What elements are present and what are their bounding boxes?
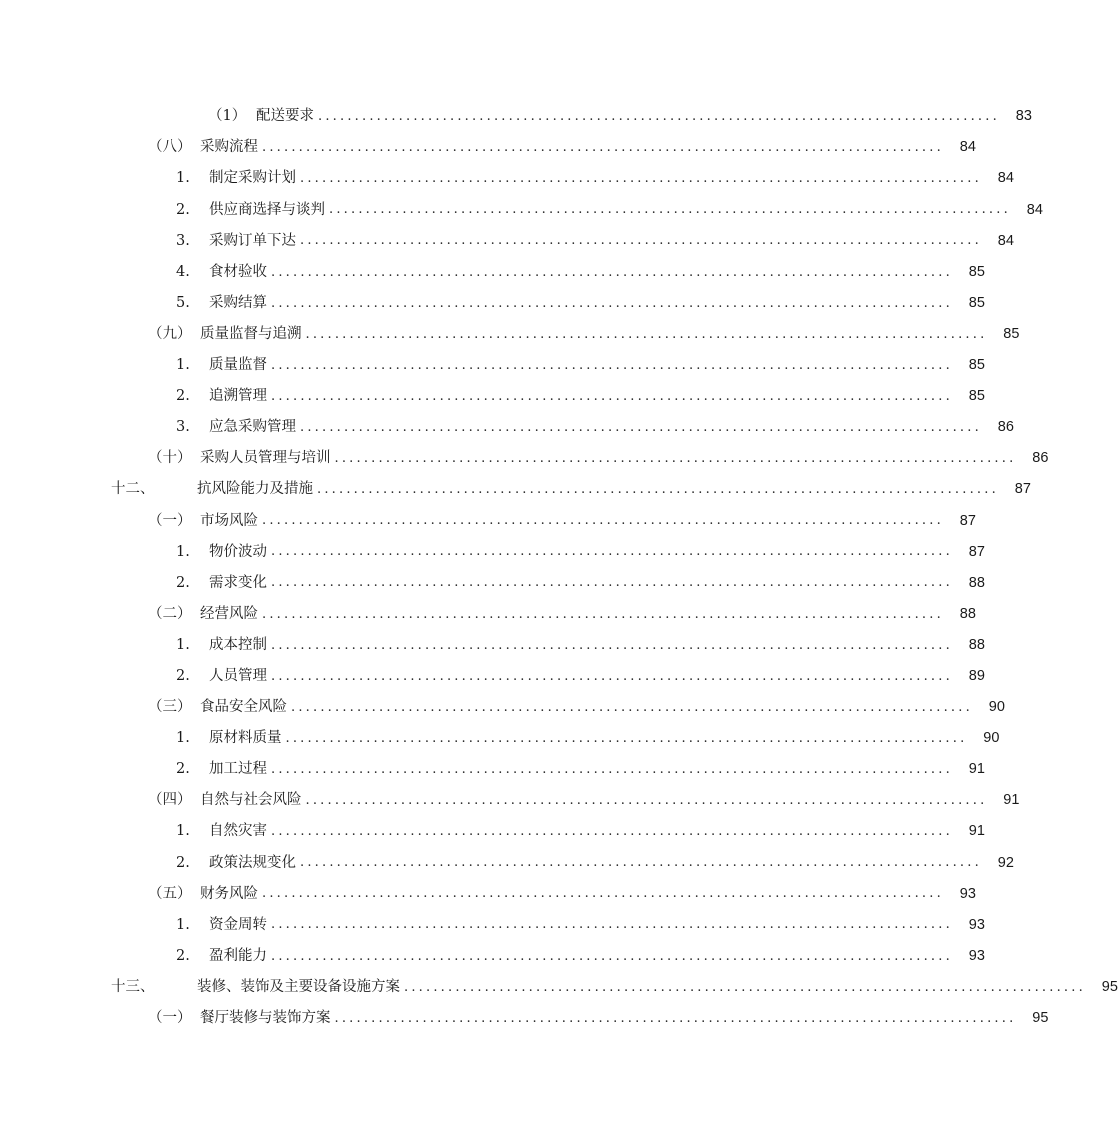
toc-entry-page: 93 [959,885,976,902]
toc-entry[interactable] [0,847,1014,878]
toc-entry[interactable] [0,1003,1049,1034]
toc-entry-title: 采购流程 [200,139,258,156]
toc-entry[interactable] [0,256,985,287]
toc-entry-page: 93 [968,916,985,933]
toc-entry-number: 1. [176,170,190,187]
toc-entry-number: 1. [176,636,190,653]
toc-entry-page: 87 [968,543,985,560]
toc-entry-title: 食品安全风险 [200,699,287,716]
toc-entry[interactable] [0,163,1014,194]
toc-dot-leader: ............................................................................................. [271,948,953,964]
toc-entry-number: （一） [148,1010,192,1027]
toc-entry[interactable] [0,972,1118,1003]
toc-entry-title: 财务风险 [200,885,258,902]
toc-entry-title: 需求变化 [209,574,267,591]
toc-entry[interactable] [0,381,985,412]
toc-entry-title: 经营风险 [200,605,258,622]
toc-entry-number: 1. [176,357,190,374]
toc-entry[interactable] [0,878,976,909]
toc-entry-page: 93 [968,947,985,964]
toc-entry-number: 1. [176,543,190,560]
toc-entry-page: 91 [968,761,985,778]
toc-entry-title: 自然灾害 [209,823,267,840]
toc-dot-leader: ............................................................................................. [300,855,982,871]
toc-entry-number: 3. [176,232,190,249]
toc-entry-title: 制定采购计划 [209,170,296,187]
toc-entry-page: 85 [968,294,985,311]
toc-entry-title: 质量监督与追溯 [200,325,302,342]
toc-entry-page: 84 [997,170,1014,187]
toc-dot-leader: ............................................................................................. [271,575,953,591]
toc-entry-number: 十二、 [111,481,155,498]
toc-dot-leader: ............................................................................................. [317,482,999,498]
toc-entry[interactable] [0,536,985,567]
toc-dot-leader: ............................................................................................. [305,326,988,342]
toc-entry-page: 95 [1101,978,1118,995]
toc-entry-number: 2. [176,574,190,591]
toc-entry[interactable] [0,350,985,381]
toc-entry[interactable] [0,754,985,785]
toc-entry-title: 质量监督 [209,357,267,374]
toc-entry[interactable] [0,909,985,940]
toc-dot-leader: ............................................................................................. [285,730,968,746]
toc-entry[interactable] [0,101,1032,132]
toc-entry-page: 90 [983,730,1000,747]
toc-entry-title: 盈利能力 [209,947,267,964]
toc-entry-number: 3. [176,419,190,436]
toc-entry-number: 5. [176,294,190,311]
toc-entry-page: 91 [968,823,985,840]
toc-entry-number: （一） [148,512,192,529]
toc-entry-title: 资金周转 [209,916,267,933]
toc-entry-title: 供应商选择与谈判 [209,201,325,218]
toc-entry-title: 自然与社会风险 [200,792,302,809]
toc-entry-page: 85 [968,357,985,374]
toc-dot-leader: ............................................................................................. [300,233,982,249]
toc-entry-page: 85 [968,388,985,405]
toc-entry-title: 配送要求 [256,108,314,125]
toc-dot-leader: ............................................................................................. [300,171,982,187]
toc-entry[interactable] [0,723,1000,754]
toc-entry-page: 91 [1003,792,1020,809]
toc-dot-leader: ............................................................................................. [318,109,1000,125]
toc-dot-leader: ............................................................................................. [262,606,944,622]
toc-entry-page: 87 [959,512,976,529]
table-of-contents [0,101,1118,1034]
toc-entry-number: 4. [176,263,190,280]
toc-entry-number: 1. [176,823,190,840]
toc-entry-page: 84 [997,232,1014,249]
toc-entry-number: 2. [176,201,190,218]
toc-entry[interactable] [0,443,1049,474]
toc-entry-title: 物价波动 [209,543,267,560]
toc-entry-page: 86 [997,419,1014,436]
toc-entry-page: 88 [968,574,985,591]
toc-entry-number: （二） [148,605,192,622]
toc-entry-page: 88 [968,636,985,653]
toc-entry-number: 1. [176,916,190,933]
toc-dot-leader: ............................................................................................. [271,637,953,653]
toc-entry-number: 2. [176,388,190,405]
toc-dot-leader: ............................................................................................. [271,917,953,933]
toc-entry-title: 原材料质量 [209,730,282,747]
toc-entry-number: 2. [176,761,190,778]
toc-entry-page: 92 [997,854,1014,871]
toc-entry-title: 采购订单下达 [209,232,296,249]
toc-entry-page: 86 [1032,450,1049,467]
toc-dot-leader: ............................................................................................. [271,388,953,404]
toc-entry-title: 加工过程 [209,761,267,778]
toc-entry-title: 成本控制 [209,636,267,653]
toc-entry-page: 89 [968,667,985,684]
toc-entry-number: （五） [148,885,192,902]
toc-dot-leader: ............................................................................................. [271,357,953,373]
toc-dot-leader: ............................................................................................. [271,762,953,778]
toc-dot-leader: ............................................................................................. [271,544,953,560]
toc-entry[interactable] [0,412,1014,443]
toc-entry-number: （十） [148,450,192,467]
toc-entry-number: （三） [148,699,192,716]
toc-dot-leader: ............................................................................................. [305,793,988,809]
toc-dot-leader: ............................................................................................. [271,668,953,684]
toc-dot-leader: ............................................................................................. [271,264,953,280]
toc-entry[interactable] [0,661,985,692]
toc-entry-title: 餐厅装修与装饰方案 [200,1010,331,1027]
toc-entry-number: （九） [148,325,192,342]
toc-entry-page: 84 [959,139,976,156]
toc-dot-leader: ............................................................................................. [271,295,953,311]
toc-entry[interactable] [0,132,976,163]
toc-entry[interactable] [0,599,976,630]
toc-entry-number: 1. [176,730,190,747]
toc-entry-number: （1） [208,108,247,125]
toc-entry-title: 食材验收 [209,263,267,280]
toc-entry-number: 2. [176,854,190,871]
toc-dot-leader: ............................................................................................. [329,202,1011,218]
toc-dot-leader: ............................................................................................. [262,513,944,529]
toc-entry-title: 市场风险 [200,512,258,529]
toc-entry[interactable] [0,567,985,598]
toc-entry[interactable] [0,288,985,319]
toc-entry[interactable] [0,225,1014,256]
toc-entry-number: （四） [148,792,192,809]
toc-dot-leader: ............................................................................................. [291,699,973,715]
toc-entry[interactable] [0,941,985,972]
toc-dot-leader: ............................................................................................. [300,419,982,435]
toc-entry-number: 2. [176,947,190,964]
toc-entry-number: （八） [148,139,192,156]
toc-entry[interactable] [0,630,985,661]
toc-entry-title: 采购结算 [209,294,267,311]
toc-dot-leader: ............................................................................................. [262,886,944,902]
toc-entry[interactable] [0,692,1005,723]
toc-entry-title: 政策法规变化 [209,854,296,871]
toc-entry-page: 90 [988,699,1005,716]
toc-dot-leader: ............................................................................................. [334,451,1017,467]
toc-entry[interactable] [0,319,1020,350]
toc-entry[interactable] [0,194,1043,225]
toc-entry[interactable] [0,785,1020,816]
toc-entry-page: 85 [968,263,985,280]
toc-entry-title: 采购人员管理与培训 [200,450,331,467]
toc-entry-number: 2. [176,667,190,684]
toc-entry-page: 83 [1015,108,1032,125]
toc-entry-page: 95 [1032,1010,1049,1027]
toc-dot-leader: ............................................................................................. [271,824,953,840]
toc-dot-leader: ............................................................................................. [334,1010,1017,1026]
toc-entry[interactable] [0,474,1031,505]
toc-entry-page: 85 [1003,325,1020,342]
toc-entry-page: 84 [1026,201,1043,218]
toc-entry-page: 88 [959,605,976,622]
toc-entry-title: 装修、装饰及主要设备设施方案 [197,978,400,995]
toc-entry-title: 人员管理 [209,667,267,684]
toc-entry[interactable] [0,505,976,536]
toc-dot-leader: ............................................................................................. [262,140,944,156]
toc-entry[interactable] [0,816,985,847]
toc-dot-leader: ............................................................................................. [404,979,1086,995]
toc-entry-page: 87 [1014,481,1031,498]
toc-entry-number: 十三、 [111,978,155,995]
toc-entry-title: 抗风险能力及措施 [197,481,313,498]
toc-entry-title: 追溯管理 [209,388,267,405]
toc-entry-title: 应急采购管理 [209,419,296,436]
